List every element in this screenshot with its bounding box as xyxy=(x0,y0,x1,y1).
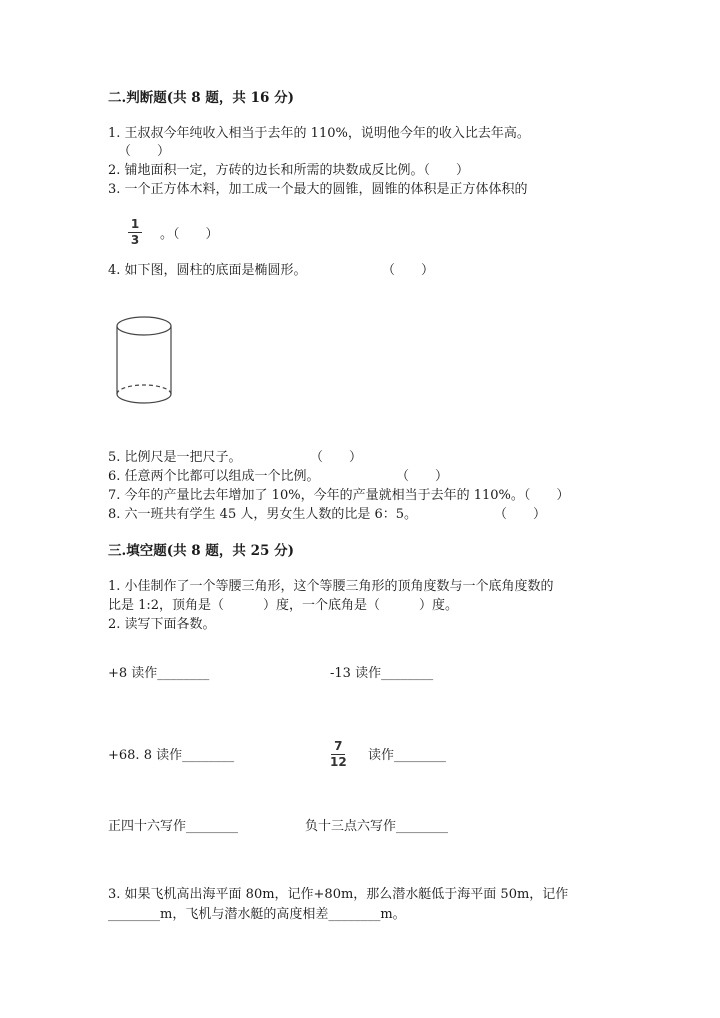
q3-3-text-line2[interactable]: ________m，飞机与潜水艇的高度相差________m。 xyxy=(108,907,406,922)
q2-3-fraction xyxy=(128,218,142,247)
cylinder-figure xyxy=(108,308,180,414)
q2-5-answer-blank[interactable]: （ ） xyxy=(310,450,363,465)
section-3-title: 三.填空题(共 8 题，共 25 分) xyxy=(108,543,294,559)
q2-3-answer-blank[interactable]: 。（ ） xyxy=(160,227,219,242)
q3-2-fraction xyxy=(330,740,347,769)
q2-4-text: 4. 如下图，圆柱的底面是椭圆形。 xyxy=(108,263,307,278)
q2-8-answer-blank[interactable]: （ ） xyxy=(494,507,547,522)
section-2-title: 二.判断题(共 8 题，共 16 分) xyxy=(108,90,294,106)
fraction-numerator: 7 xyxy=(334,739,343,753)
q2-8-text: 8. 六一班共有学生 45 人，男女生人数的比是 6：5。 xyxy=(108,507,418,522)
fraction-denominator: 12 xyxy=(330,755,347,769)
q2-7-text: 7. 今年的产量比去年增加了 10%，今年的产量就相当于去年的 110%。（ ） xyxy=(108,488,570,503)
q2-1-text: 1. 王叔叔今年纯收入相当于去年的 110%，说明他今年的收入比去年高。 xyxy=(108,126,530,141)
q3-1-text-line1: 1. 小佳制作了一个等腰三角形，这个等腰三角形的顶角度数与一个底角度数的 xyxy=(108,579,554,594)
q2-2-text: 2. 铺地面积一定，方砖的边长和所需的块数成反比例。（ ） xyxy=(108,163,470,178)
q3-2-item-negative-13-6[interactable]: 负十三点六写作________ xyxy=(305,819,449,834)
q3-1-text-line2: 比是 1:2，顶角是（ ）度，一个底角是（ ）度。 xyxy=(108,598,459,613)
q2-3-text: 3. 一个正方体木料，加工成一个最大的圆锥，圆锥的体积是正方体体积的 xyxy=(108,182,528,197)
fraction-denominator: 3 xyxy=(130,233,140,247)
q3-2-text: 2. 读写下面各数。 xyxy=(108,617,216,632)
q3-3-text-line1: 3. 如果飞机高出海平面 80m，记作+80m，那么潜水艇低于海平面 50m，记作 xyxy=(108,887,569,902)
q2-6-text: 6. 任意两个比都可以组成一个比例。 xyxy=(108,469,320,484)
q3-2-item-positive-46[interactable]: 正四十六写作________ xyxy=(108,819,239,834)
q3-2-item-minus13[interactable]: -13 读作________ xyxy=(330,666,434,681)
q2-1-answer-blank[interactable]: （ ） xyxy=(118,144,171,159)
q3-2-item-plus8[interactable]: +8 读作________ xyxy=(108,666,210,681)
fraction-numerator: 1 xyxy=(130,217,140,231)
q2-6-answer-blank[interactable]: （ ） xyxy=(396,469,449,484)
q3-2-item-plus68-8[interactable]: +68. 8 读作________ xyxy=(108,748,235,763)
q2-4-answer-blank[interactable]: （ ） xyxy=(382,263,435,278)
q2-5-text: 5. 比例尺是一把尺子。 xyxy=(108,450,242,465)
q3-2-item-fraction-read[interactable]: 读作________ xyxy=(368,748,447,763)
